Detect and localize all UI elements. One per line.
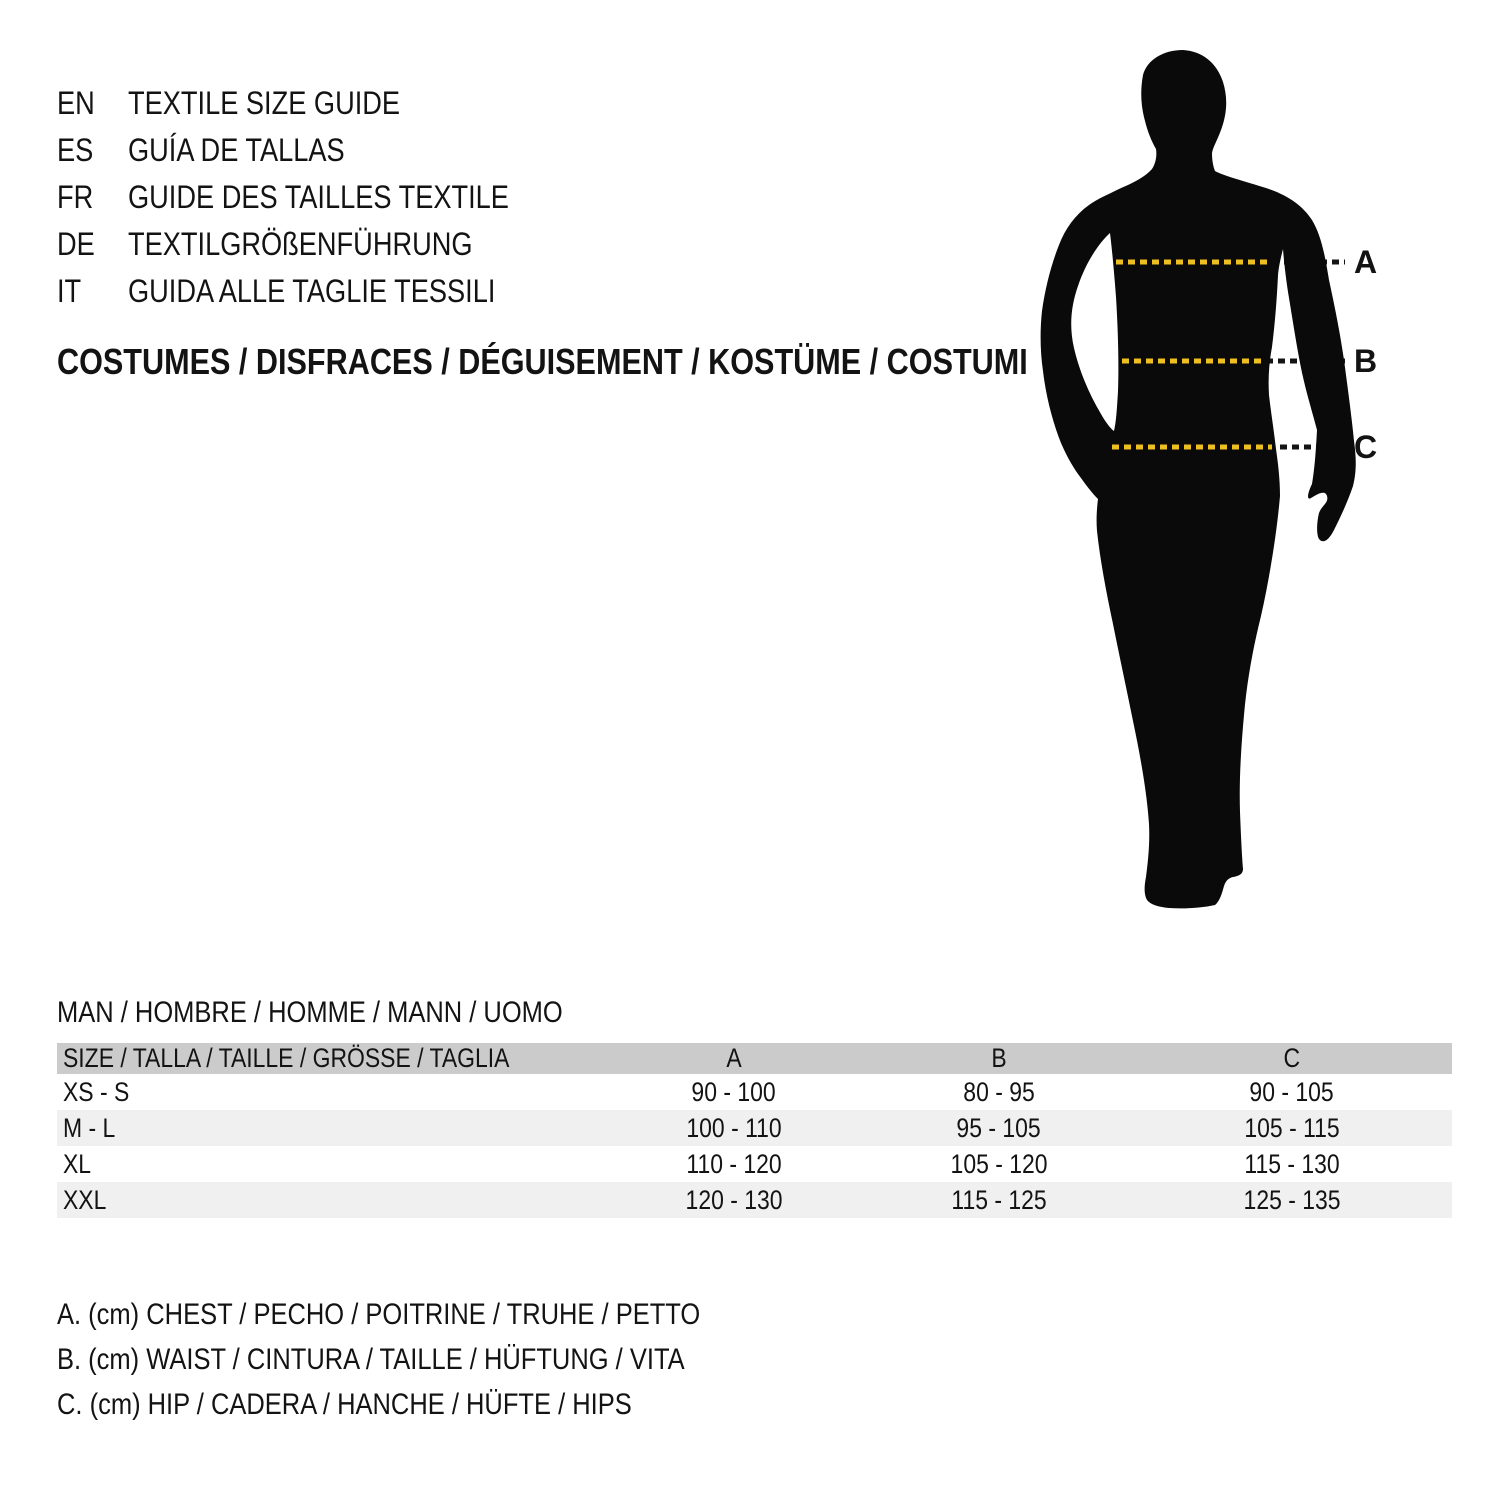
size-label: M - L	[63, 1112, 116, 1143]
value-c: 105 - 115	[1243, 1112, 1340, 1143]
lang-row-es	[57, 127, 576, 174]
value-a: 110 - 120	[685, 1148, 782, 1179]
section-title-man: MAN / HOMBRE / HOMME / MANN / UOMO	[57, 996, 563, 1029]
category-line: COSTUMES / DISFRACES / DÉGUISEMENT / KOSTÜME / COSTUMI	[57, 341, 1028, 382]
lang-code-es: ES	[57, 132, 94, 168]
lang-row-de	[57, 221, 576, 268]
language-title-block	[57, 80, 576, 315]
size-row-xxl	[57, 1182, 1452, 1218]
value-a: 100 - 110	[685, 1112, 782, 1143]
lang-title-de: TEXTILGRÖßENFÜHRUNG	[128, 226, 473, 262]
lang-row-it	[57, 268, 576, 315]
size-label: XS - S	[63, 1076, 130, 1107]
value-c: 125 - 135	[1243, 1184, 1341, 1215]
lang-row-en	[57, 80, 576, 127]
col-header-b: B	[990, 1043, 1007, 1073]
size-table	[57, 1043, 1452, 1218]
lang-title-en: TEXTILE SIZE GUIDE	[128, 85, 401, 121]
lang-title-it: GUIDA ALLE TAGLIE TESSILI	[128, 273, 496, 309]
legend-waist: B. (cm) WAIST / CINTURA / TAILLE / HÜFTUNG / VITA	[57, 1342, 685, 1376]
measure-label-b: B	[1354, 343, 1378, 379]
value-c: 115 - 130	[1243, 1148, 1340, 1179]
value-c: 90 - 105	[1249, 1076, 1334, 1107]
lang-code-de: DE	[57, 226, 95, 262]
size-row-xs-s	[57, 1074, 1452, 1110]
size-table-header-row	[57, 1043, 1452, 1074]
value-a: 120 - 130	[685, 1184, 783, 1215]
legend-hip: C. (cm) HIP / CADERA / HANCHE / HÜFTE / HIPS	[57, 1387, 632, 1421]
size-label: XXL	[63, 1184, 107, 1215]
lang-title-fr: GUIDE DES TAILLES TEXTILE	[128, 179, 509, 215]
lang-code-fr: FR	[57, 179, 94, 215]
lang-code-en: EN	[57, 85, 95, 121]
man-silhouette-figure	[1020, 40, 1390, 920]
size-row-xl	[57, 1146, 1452, 1182]
col-header-a: A	[725, 1043, 742, 1073]
value-b: 80 - 95	[962, 1076, 1035, 1107]
man-silhouette	[1041, 50, 1356, 908]
legend-chest: A. (cm) CHEST / PECHO / POITRINE / TRUHE / PETTO	[57, 1297, 701, 1331]
value-b: 105 - 120	[950, 1148, 1048, 1179]
measurement-legend	[57, 1292, 814, 1427]
measure-label-c: C	[1354, 429, 1378, 465]
lang-title-es: GUÍA DE TALLAS	[128, 132, 345, 168]
size-row-m-l	[57, 1110, 1452, 1146]
size-label: XL	[63, 1148, 92, 1179]
value-a: 90 - 100	[691, 1076, 776, 1107]
value-b: 115 - 125	[950, 1184, 1047, 1215]
lang-row-fr	[57, 174, 576, 221]
measure-label-a: A	[1354, 244, 1378, 280]
col-header-c: C	[1283, 1043, 1300, 1073]
col-header-size: SIZE / TALLA / TAILLE / GRÖSSE / TAGLIA	[63, 1043, 510, 1073]
lang-code-it: IT	[57, 273, 82, 309]
value-b: 95 - 105	[956, 1112, 1041, 1143]
